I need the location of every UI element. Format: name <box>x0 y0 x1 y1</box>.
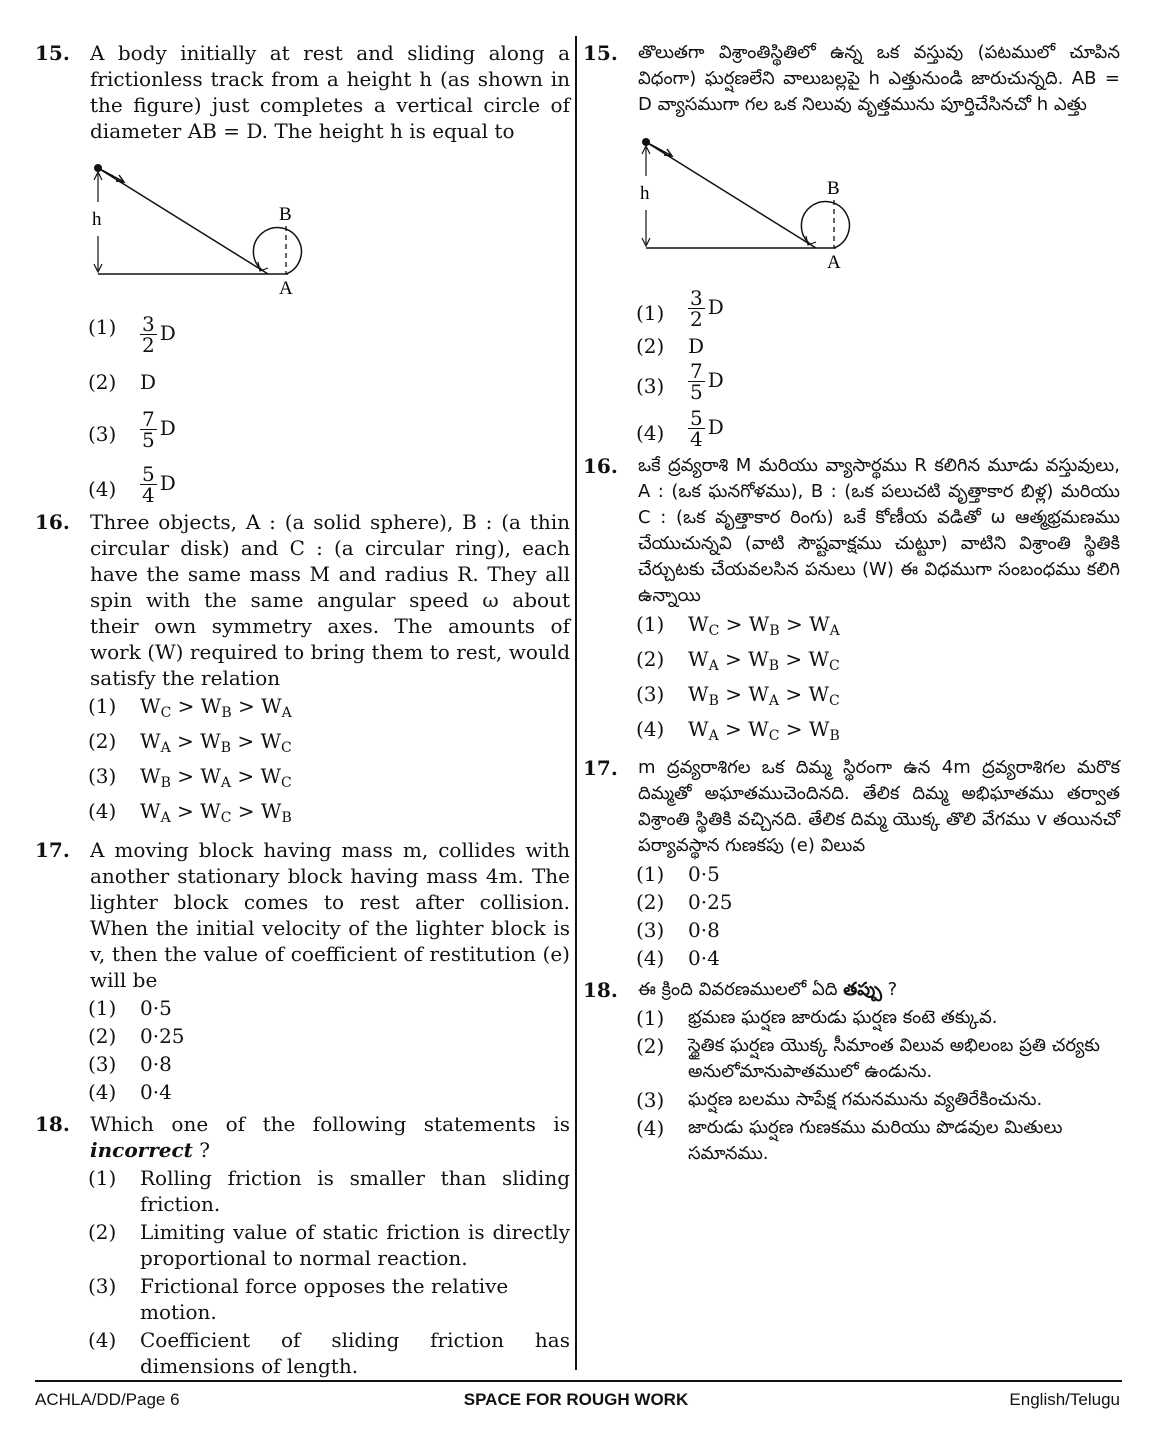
option-2[interactable]: (2) D <box>636 334 705 358</box>
option-3[interactable]: (3) 0·8 <box>636 918 720 942</box>
label-b: B <box>827 178 840 199</box>
option-3[interactable]: (3) $W_B > W_A > W_C$ <box>88 764 292 791</box>
question-number: 17. <box>583 756 618 780</box>
option-1[interactable]: (1) $\frac{3}{2}$ D <box>88 312 176 357</box>
label-h: h <box>640 183 650 204</box>
track-figure <box>90 152 570 308</box>
option-2[interactable]: (2) Limiting value of static friction is directly proportional to normal reaction. <box>88 1220 570 1270</box>
option-4[interactable]: (4) Coefficient of sliding friction has dimensions of length. <box>88 1328 570 1378</box>
option-2[interactable]: (2) $W_A > W_B > W_C$ <box>636 647 840 674</box>
telugu-column <box>583 40 1120 1173</box>
column-divider <box>575 36 577 1370</box>
language-label: English/Telugu <box>1009 1390 1120 1409</box>
option-2[interactable]: (2) 0·25 <box>88 1024 185 1048</box>
option-4[interactable]: (4) జారుడు ఘర్షణ గుణకము మరియు పొడవుల మితులు సమానము. <box>636 1116 1063 1164</box>
fraction: $\frac{3}{2}$ <box>142 312 155 357</box>
option-4[interactable]: (4) 0·4 <box>88 1080 172 1104</box>
loop-track-diagram <box>638 126 878 276</box>
emphasis-incorrect: incorrect <box>90 1138 193 1162</box>
question-stem: ఈ క్రింది వివరణములలో ఏది తప్పు ? <box>638 979 898 1000</box>
question-15 <box>35 40 570 505</box>
track-figure <box>638 126 1120 282</box>
option-2[interactable]: (2) D <box>88 370 157 394</box>
option-1[interactable]: (1) భ్రమణ ఘర్షణ జారుడు ఘర్షణ కంటె తక్కువ. <box>636 1006 998 1030</box>
question-stem: m ద్రవ్యరాశిగల ఒక దిమ్మ స్థిరంగా ఉన 4m ద్రవ్యరాశిగల మరొక దిమ్మతో అఘాతముచెందినది. తేలిక దిమ్మ అభిఘాతము తర్వాత విశ్రాంతి స్థితికి వచ్చినది. తేలిక దిమ్మ యొక్క తొలి వేగము v తయినచో పర్యావస్థాన గుణకపు (e) విలువ <box>638 757 1120 856</box>
option-4[interactable]: (4) $W_A > W_C > W_B$ <box>636 717 840 744</box>
question-17-te <box>583 755 1120 971</box>
question-stem: A moving block having mass m, collides with another stationary block having mass 4m. The lighter block comes to rest after collision. When the initial velocity of the lighter block is v, then the value of coefficient of restitution (e) will be <box>90 838 570 992</box>
option-1[interactable]: (1) $W_C > W_B > W_A$ <box>636 612 840 639</box>
option-4[interactable]: (4) $W_A > W_C > W_B$ <box>88 799 292 826</box>
option-3[interactable]: (3) $\frac{7}{5}$ D <box>636 359 724 404</box>
fraction: $\frac{7}{5}$ <box>690 359 703 404</box>
label-h: h <box>92 209 102 230</box>
loop-track-diagram <box>90 152 330 302</box>
option-4[interactable]: (4) 0·4 <box>636 946 720 970</box>
question-number: 16. <box>35 510 70 534</box>
question-16 <box>35 509 570 831</box>
option-1[interactable]: (1) $\frac{3}{2}$ D <box>636 286 724 331</box>
velocity-arrow <box>102 170 124 182</box>
question-18 <box>35 1111 570 1379</box>
emphasis-incorrect: తప్పు <box>843 979 882 1000</box>
question-stem: A body initially at rest and sliding along a frictionless track from a height h (as shown in the figure) just completes a vertical circle of diameter AB = D. The height h is equal to <box>90 41 570 143</box>
question-number: 15. <box>583 41 618 65</box>
rough-work-label: SPACE FOR ROUGH WORK <box>463 1390 689 1409</box>
footer-rule <box>35 1380 1122 1382</box>
fraction: $\frac{5}{4}$ <box>142 462 155 507</box>
label-a: A <box>827 252 841 273</box>
question-17 <box>35 837 570 1105</box>
option-4[interactable]: (4) $\frac{5}{4}$ D <box>88 462 176 507</box>
label-a: A <box>279 278 293 299</box>
fraction: $\frac{7}{5}$ <box>142 407 155 452</box>
question-15-te <box>583 40 1120 449</box>
option-1[interactable]: (1) 0·5 <box>636 862 720 886</box>
question-number: 16. <box>583 454 618 478</box>
option-3[interactable]: (3) $\frac{7}{5}$ D <box>88 407 176 452</box>
question-number: 18. <box>583 978 618 1002</box>
option-1[interactable]: (1) 0·5 <box>88 996 172 1020</box>
question-stem: తొలుతగా విశ్రాంతిస్థితిలో ఉన్న ఒక వస్తువు (పటములో చూపిన విధంగా) ఘర్షణలేని వాలుబల్లపై h ఎత్తునుండి జారుచున్నది. AB = D వ్యాసముగా గల ఒక నిలువు వృత్తమును పూర్తిచేసినచో h ఎత్తు <box>638 42 1120 115</box>
option-1[interactable]: (1) Rolling friction is smaller than sliding friction. <box>88 1166 570 1216</box>
option-2[interactable]: (2) $W_A > W_B > W_C$ <box>88 729 292 756</box>
question-18-te <box>583 977 1120 1167</box>
fraction: $\frac{3}{2}$ <box>690 286 703 331</box>
question-number: 17. <box>35 838 70 862</box>
vertical-circle <box>253 228 301 274</box>
option-3[interactable]: (3) ఘర్షణ బలము సాపేక్ష గమనమును వ్యతిరేకించును. <box>636 1088 1043 1112</box>
option-3[interactable]: (3) $W_B > W_A > W_C$ <box>636 682 840 709</box>
option-4[interactable]: (4) $\frac{5}{4}$ D <box>636 406 724 451</box>
question-stem: Three objects, A : (a solid sphere), B : (a thin circular disk) and C : (a circular ring), each have the same mass M and radius R. They all spin with the same angular speed ω about their own symmetry axes. The amounts of work (W) required to bring them to rest, would satisfy the relation <box>90 510 570 690</box>
page-code: ACHLA/DD/Page 6 <box>35 1390 180 1409</box>
english-column <box>35 40 570 1385</box>
question-stem: Which one of the following statements is incorrect ? <box>90 1112 570 1162</box>
option-2[interactable]: (2) స్థైతిక ఘర్షణ యొక్క సీమాంత విలువ అభిలంబ ప్రతి చర్యకు అనులోమానుపాతములో ఉండును. <box>636 1034 1100 1082</box>
option-2[interactable]: (2) 0·25 <box>636 890 733 914</box>
option-3[interactable]: (3) 0·8 <box>88 1052 172 1076</box>
question-number: 15. <box>35 41 70 65</box>
question-stem: ఒకే ద్రవ్యరాశి M మరియు వ్యాసార్థము R కలిగిన మూడు వస్తువులు, A : (ఒక ఘనగోళము), B : (ఒక పలుచటి వృత్తాకార బిళ్ల) మరియు C : (ఒక వృత్తాకార రింగు) ఒకే కోణీయ వడితో ω ఆత్మభ్రమణము చేయుచున్నవి (వాటి సౌష్టవాక్షము చుట్టూ) వాటిని విశ్రాంతి స్థితికి చేర్చుటకు చేయవలసిన పనులు (W) ఈ విధముగా సంబంధము కలిగి ఉన్నాయి <box>638 455 1120 606</box>
question-number: 18. <box>35 1112 70 1136</box>
incline-line <box>98 168 268 274</box>
option-3[interactable]: (3) Frictional force opposes the relative motion. <box>88 1274 509 1324</box>
question-16-te <box>583 453 1120 749</box>
fraction: $\frac{5}{4}$ <box>690 406 703 451</box>
option-1[interactable]: (1) $W_C > W_B > W_A$ <box>88 694 292 721</box>
label-b: B <box>279 204 292 225</box>
